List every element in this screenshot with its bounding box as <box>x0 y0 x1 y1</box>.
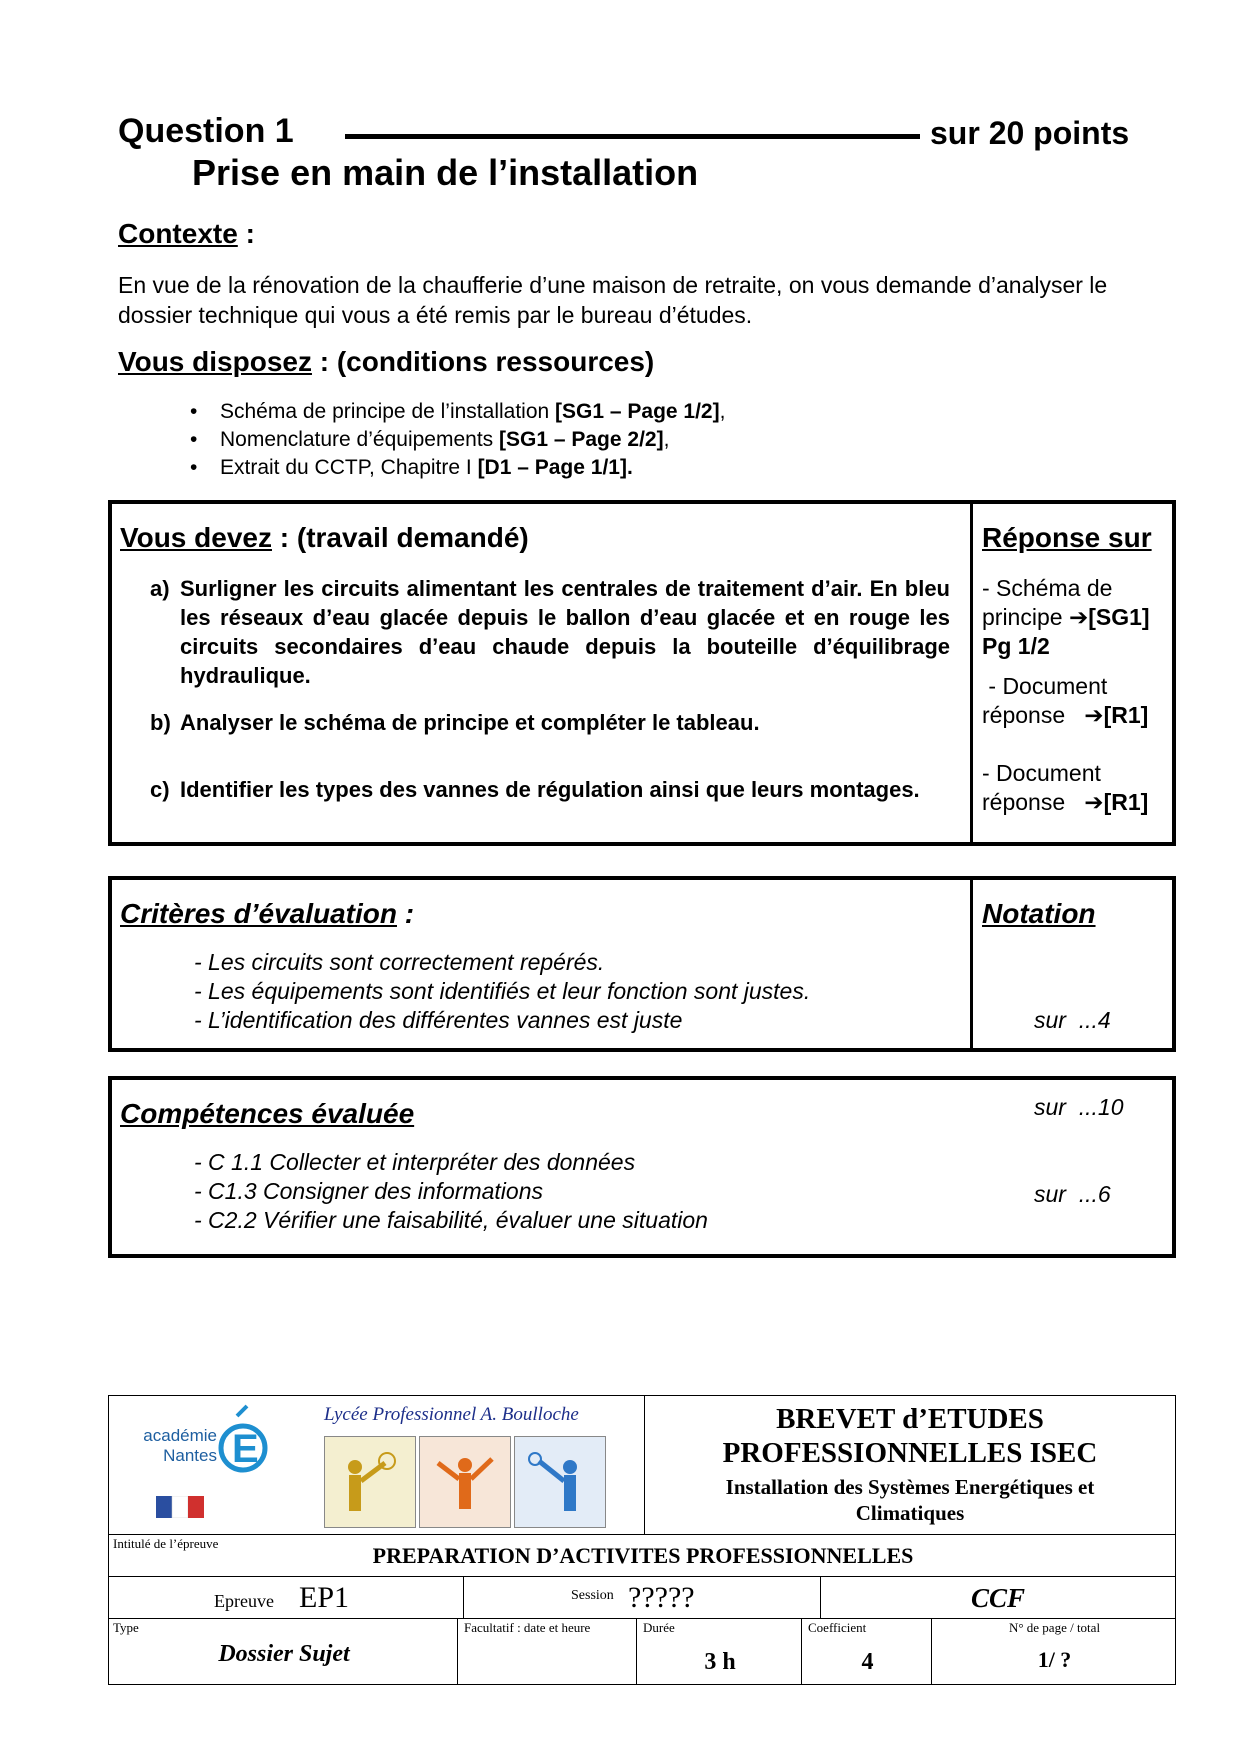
duree-value: 3 h <box>704 1649 736 1675</box>
criteria-colon: : <box>396 898 415 929</box>
task-letter: c) <box>150 777 170 802</box>
intitule-label: Intitulé de l’épreuve <box>113 1536 219 1551</box>
list-item <box>190 426 725 454</box>
task-text: Identifier les types des vannes de régulation ainsi que leurs montages. <box>180 777 920 802</box>
mascot-yellow-image <box>324 1436 416 1528</box>
devez-rest: : (travail demandé) <box>271 522 529 553</box>
facultatif-cell <box>457 1618 637 1685</box>
question-points: sur 20 points <box>930 115 1130 151</box>
resource-ref: [D1 – Page 1/1]. <box>477 456 633 479</box>
list-item <box>190 398 725 426</box>
list-item: - L’identification des différentes vannes est juste <box>194 1007 683 1033</box>
brevet-subtitle: Installation des Systèmes Energétiques et Climatiques <box>725 1475 1095 1525</box>
devez-label: Vous devez <box>120 522 272 553</box>
response-line <box>982 701 1172 730</box>
response-a <box>982 574 1172 661</box>
page-cell <box>931 1618 1176 1685</box>
session-cell <box>463 1576 821 1619</box>
arrow-icon: ➔ <box>1068 604 1089 630</box>
list-item: - C2.2 Vérifier une faisabilité, évaluer une situation <box>194 1207 708 1233</box>
resource-text: Schéma de principe de l’installation <box>220 400 556 423</box>
skills-box <box>108 1076 1176 1258</box>
score-value: sur ...4 <box>1034 1007 1111 1033</box>
criteria-heading <box>120 898 414 930</box>
facultatif-label: Facultatif : date et heure <box>464 1620 591 1635</box>
resource-ref: [SG1 – Page 2/2] <box>499 428 664 451</box>
ccf-cell <box>820 1576 1176 1619</box>
arrow-icon: ➔ <box>1084 702 1104 728</box>
question-title: Question 1 <box>118 112 294 150</box>
response-ref: [R1] <box>1103 702 1149 728</box>
response-ref: [R1] <box>1103 789 1149 815</box>
response-header: Réponse sur <box>982 522 1152 553</box>
page-label: N° de page / total <box>1008 1620 1101 1635</box>
skills-list <box>194 1148 708 1235</box>
devez-heading <box>120 522 529 554</box>
type-cell <box>108 1618 458 1685</box>
ccf-value: CCF <box>970 1583 1026 1613</box>
mascot-blue-image <box>514 1436 606 1528</box>
brevet-title-2: PROFESSIONNELLES ISEC <box>722 1437 1098 1469</box>
response-line: - Document <box>982 760 1101 786</box>
footer-cartouche <box>108 1395 1176 1685</box>
task-box <box>108 500 1176 846</box>
resource-text: Nomenclature d’équipements <box>220 428 499 451</box>
response-line <box>982 788 1172 817</box>
response-line: - Schéma de <box>982 575 1113 601</box>
response-line: Pg 1/2 <box>982 633 1050 659</box>
list-item: - C 1.1 Collecter et interpréter des données <box>194 1149 636 1175</box>
arrow-icon: ➔ <box>1084 789 1104 815</box>
academie-e-icon <box>217 1402 269 1480</box>
task-text: Surligner les circuits alimentant les centrales de traitement d’air. En bleu les réseaux d’eau glacée depuis le ballon d’eau glacée et en rouge les circuits secondaires d’eau chaude depuis la bouteille d’équilibrage hydraulique. <box>180 576 950 688</box>
logo-cell <box>108 1395 645 1535</box>
coef-value: 4 <box>861 1649 874 1675</box>
notation-header: Notation <box>982 898 1096 929</box>
brevet-cell <box>644 1395 1176 1535</box>
response-c <box>982 759 1172 817</box>
task-text: Analyser le schéma de principe et compléter le tableau. <box>180 710 760 735</box>
contexte-heading <box>118 218 255 250</box>
svg-text:E: E <box>232 1427 259 1471</box>
task-b <box>150 708 950 737</box>
response-ref: [SG1] <box>1088 604 1150 630</box>
title-rule <box>345 134 920 139</box>
skills-heading: Compétences évaluée <box>120 1098 415 1129</box>
response-text: principe <box>982 604 1069 630</box>
response-b <box>982 672 1172 730</box>
mascot-orange-image <box>419 1436 511 1528</box>
epreuve-value: EP1 <box>299 1581 350 1614</box>
response-text: réponse <box>982 702 1085 728</box>
disposez-heading <box>118 346 654 378</box>
republic-flag-icon <box>156 1496 206 1518</box>
intitule-value: PREPARATION D’ACTIVITES PROFESSIONNELLES <box>372 1543 914 1568</box>
resource-end: , <box>663 428 670 451</box>
academie-city: Nantes <box>163 1446 217 1465</box>
task-box-divider <box>970 504 973 842</box>
academie-logo <box>139 1426 217 1466</box>
type-label: Type <box>113 1620 139 1635</box>
duree-label: Durée <box>643 1620 675 1635</box>
coef-cell <box>801 1618 932 1685</box>
epreuve-label: Epreuve <box>214 1591 274 1611</box>
response-line <box>982 603 1172 632</box>
task-letter: b) <box>150 710 171 735</box>
duree-cell <box>636 1618 802 1685</box>
task-letter: a) <box>150 576 170 601</box>
criteria-label: Critères d’évaluation <box>120 898 397 929</box>
contexte-colon: : <box>237 218 255 249</box>
criteria-box-divider <box>970 880 973 1048</box>
resources-list <box>190 398 725 482</box>
coef-label: Coefficient <box>808 1620 867 1635</box>
criteria-list <box>194 948 810 1035</box>
epreuve-cell <box>108 1576 464 1619</box>
response-text: réponse <box>982 789 1085 815</box>
task-a <box>150 574 950 690</box>
task-c <box>150 775 950 804</box>
response-line: - Document <box>982 673 1108 699</box>
type-value: Dossier Sujet <box>218 1641 350 1667</box>
list-item: - Les circuits sont correctement repérés. <box>194 949 605 975</box>
question-subtitle: Prise en main de l’installation <box>192 152 699 193</box>
intitule-row <box>108 1534 1176 1577</box>
session-value: ????? <box>628 1581 695 1614</box>
score-value: sur ...10 <box>1034 1094 1124 1120</box>
resource-text: Extrait du CCTP, Chapitre I <box>220 456 478 479</box>
session-label: Session <box>571 1588 614 1603</box>
disposez-rest: : (conditions ressources) <box>311 346 655 377</box>
list-item: - Les équipements sont identifiés et leur fonction sont justes. <box>194 978 811 1004</box>
lycee-name: Lycée Professionnel A. Boulloche <box>324 1404 579 1425</box>
resource-end: , <box>719 400 726 423</box>
contexte-text: En vue de la rénovation de la chaufferie d’une maison de retraite, on vous demande d’analyser le dossier technique qui vous a été remis par le bureau d’études. <box>118 272 1108 328</box>
page-value: 1/ ? <box>1037 1647 1072 1672</box>
resource-ref: [SG1 – Page 1/2] <box>555 400 720 423</box>
score-value: sur ...6 <box>1034 1181 1111 1207</box>
academie-text: académie <box>143 1426 217 1445</box>
brevet-title-1: BREVET d’ETUDES <box>776 1403 1044 1435</box>
contexte-label: Contexte <box>118 218 238 249</box>
list-item: - C1.3 Consigner des informations <box>194 1178 543 1204</box>
disposez-label: Vous disposez <box>118 346 312 377</box>
list-item <box>190 454 725 482</box>
